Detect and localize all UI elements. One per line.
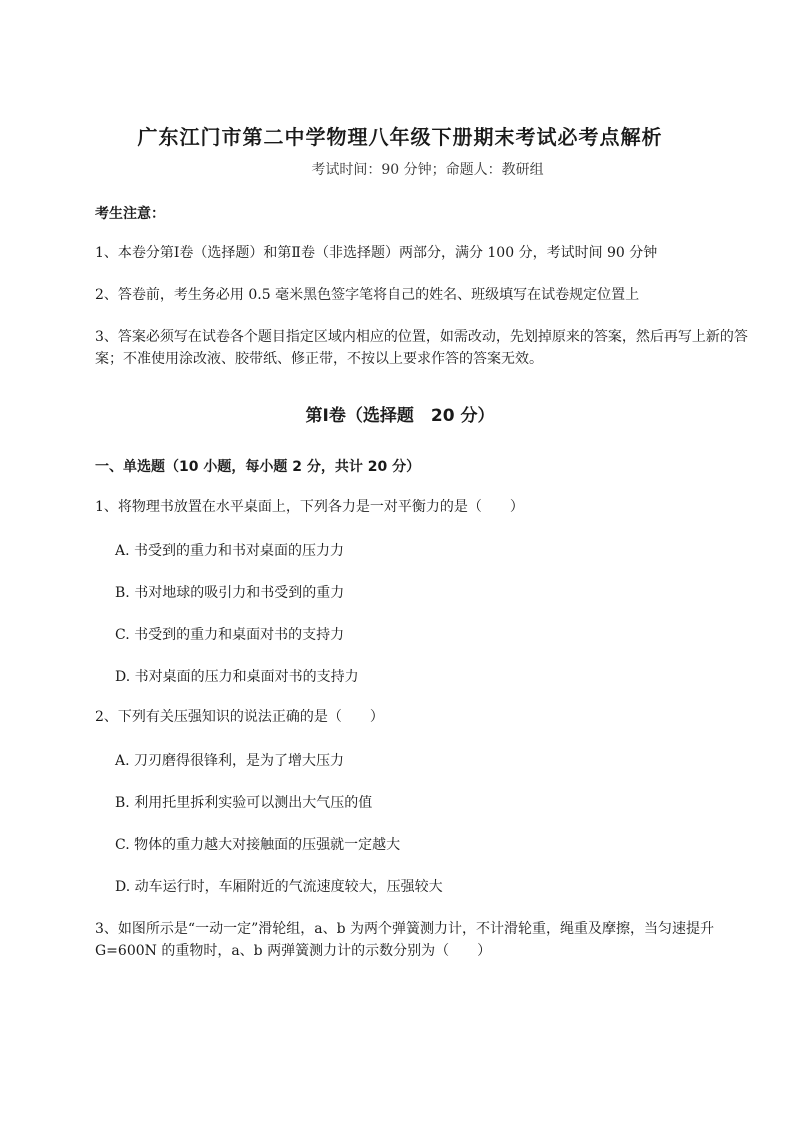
section-title: 第Ⅰ卷（选择题 20 分） (305, 406, 495, 426)
question-option: A. 刀刃磨得很锋利，是为了增大压力 (115, 753, 345, 769)
question-option: C. 物体的重力越大对接触面的压强就一定越大 (115, 837, 401, 853)
question-option: A. 书受到的重力和书对桌面的压力力 (115, 543, 345, 559)
part-heading: 一、单选题（10 小题，每小题 2 分，共计 20 分） (95, 459, 421, 475)
question-option: B. 利用托里拆利实验可以测出大气压的值 (115, 795, 373, 811)
question-stem: 3、如图所示是“一动一定”滑轮组，a、b 为两个弹簧测力计，不计滑轮重，绳重及摩擦，当匀速提升 G=600N 的重物时，a、b 两弹簧测力计的示数分别为（ ） (95, 921, 714, 959)
notice-heading: 考生注意： (95, 206, 165, 222)
notice-item: 1、本卷分第Ⅰ卷（选择题）和第Ⅱ卷（非选择题）两部分，满分 100 分，考试时间 90 分钟 (95, 245, 658, 261)
question-option: D. 动车运行时，车厢附近的气流速度较大，压强较大 (115, 879, 443, 895)
question-option: B. 书对地球的吸引力和书受到的重力 (115, 585, 345, 601)
question-stem: 2、下列有关压强知识的说法正确的是（ ） (95, 709, 384, 725)
question-option: C. 书受到的重力和桌面对书的支持力 (115, 627, 345, 643)
notice-item: 3、答案必须写在试卷各个题目指定区域内相应的位置，如需改动，先划掉原来的答案，然后再写上新的答案；不准使用涂改液、胶带纸、修正带，不按以上要求作答的答案无效。 (95, 329, 748, 367)
document-title: 广东江门市第二中学物理八年级下册期末考试必考点解析 (137, 125, 663, 149)
notice-item: 2、答卷前，考生务必用 0.5 毫米黑色签字笔将自己的姓名、班级填写在试卷规定位置上 (95, 287, 640, 303)
exam-info: 考试时间：90 分钟；命题人：教研组 (311, 162, 544, 178)
question-option: D. 书对桌面的压力和桌面对书的支持力 (115, 669, 359, 685)
question-stem: 1、将物理书放置在水平桌面上，下列各力是一对平衡力的是（ ） (95, 499, 524, 515)
